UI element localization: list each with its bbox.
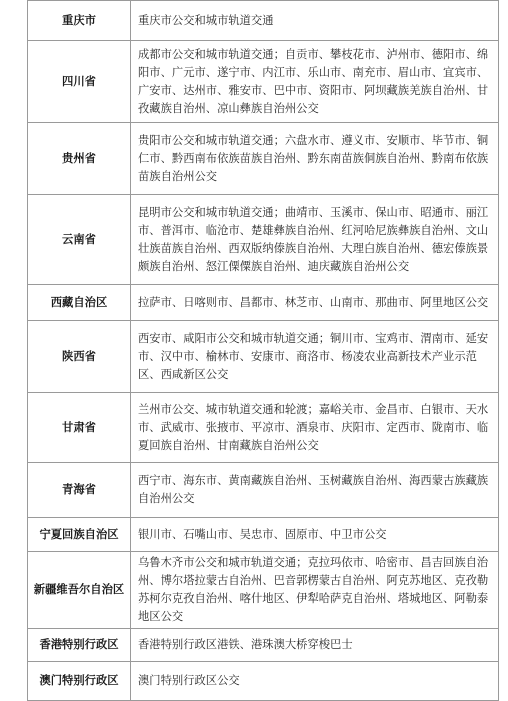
table-row <box>28 662 499 701</box>
table-row <box>28 1 499 41</box>
province-cell: 四川省 <box>28 41 131 123</box>
province-cell: 青海省 <box>28 463 131 518</box>
cities-cell: 昆明市公交和城市轨道交通；曲靖市、玉溪市、保山市、昭通市、丽江市、普洱市、临沧市、楚雄彝族自治州、红河哈尼族彝族自治州、文山壮族苗族自治州、西双版纳傣族自治州、大理白族自治州、德宏傣族景颇族自治州、怒江傈僳族自治州、迪庆藏族自治州公交 <box>131 195 499 285</box>
province-cell: 澳门特别行政区 <box>28 662 131 701</box>
table-row <box>28 629 499 662</box>
cities-cell: 成都市公交和城市轨道交通；自贡市、攀枝花市、泸州市、德阳市、绵阳市、广元市、遂宁市、内江市、乐山市、南充市、眉山市、宜宾市、广安市、达州市、雅安市、巴中市、资阳市、阿坝藏族羌族自治州、甘孜藏族自治州、凉山彝族自治州公交 <box>131 41 499 123</box>
cities-cell: 拉萨市、日喀则市、昌都市、林芝市、山南市、那曲市、阿里地区公交 <box>131 285 499 321</box>
table-row <box>28 195 499 285</box>
province-cell: 甘肃省 <box>28 393 131 463</box>
province-cell: 香港特别行政区 <box>28 629 131 662</box>
transit-coverage-table <box>27 0 499 701</box>
province-cell: 西藏自治区 <box>28 285 131 321</box>
table-row <box>28 463 499 518</box>
province-cell: 云南省 <box>28 195 131 285</box>
cities-cell: 澳门特别行政区公交 <box>131 662 499 701</box>
province-cell: 贵州省 <box>28 123 131 195</box>
cities-cell: 贵阳市公交和城市轨道交通；六盘水市、遵义市、安顺市、毕节市、铜仁市、黔西南布依族苗族自治州、黔东南苗族侗族自治州、黔南布依族苗族自治州公交 <box>131 123 499 195</box>
cities-cell: 重庆市公交和城市轨道交通 <box>131 1 499 41</box>
cities-cell: 香港特别行政区港铁、港珠澳大桥穿梭巴士 <box>131 629 499 662</box>
province-cell: 陕西省 <box>28 321 131 393</box>
table-row <box>28 321 499 393</box>
table-row <box>28 518 499 552</box>
table-row <box>28 393 499 463</box>
table-row <box>28 552 499 629</box>
province-cell: 新疆维吾尔自治区 <box>28 552 131 629</box>
cities-cell: 银川市、石嘴山市、吴忠市、固原市、中卫市公交 <box>131 518 499 552</box>
cities-cell: 西安市、咸阳市公交和城市轨道交通；铜川市、宝鸡市、渭南市、延安市、汉中市、榆林市、安康市、商洛市、杨凌农业高新技术产业示范区、西咸新区公交 <box>131 321 499 393</box>
province-cell: 重庆市 <box>28 1 131 41</box>
table-row <box>28 285 499 321</box>
table-row <box>28 41 499 123</box>
province-cell: 宁夏回族自治区 <box>28 518 131 552</box>
cities-cell: 兰州市公交、城市轨道交通和轮渡；嘉峪关市、金昌市、白银市、天水市、武威市、张掖市、平凉市、酒泉市、庆阳市、定西市、陇南市、临夏回族自治州、甘南藏族自治州公交 <box>131 393 499 463</box>
table-row <box>28 123 499 195</box>
cities-cell: 乌鲁木齐市公交和城市轨道交通；克拉玛依市、哈密市、昌吉回族自治州、博尔塔拉蒙古自治州、巴音郭楞蒙古自治州、阿克苏地区、克孜勒苏柯尔克孜自治州、喀什地区、伊犁哈萨克自治州、塔城地区、阿勒泰地区公交 <box>131 552 499 629</box>
cities-cell: 西宁市、海东市、黄南藏族自治州、玉树藏族自治州、海西蒙古族藏族自治州公交 <box>131 463 499 518</box>
